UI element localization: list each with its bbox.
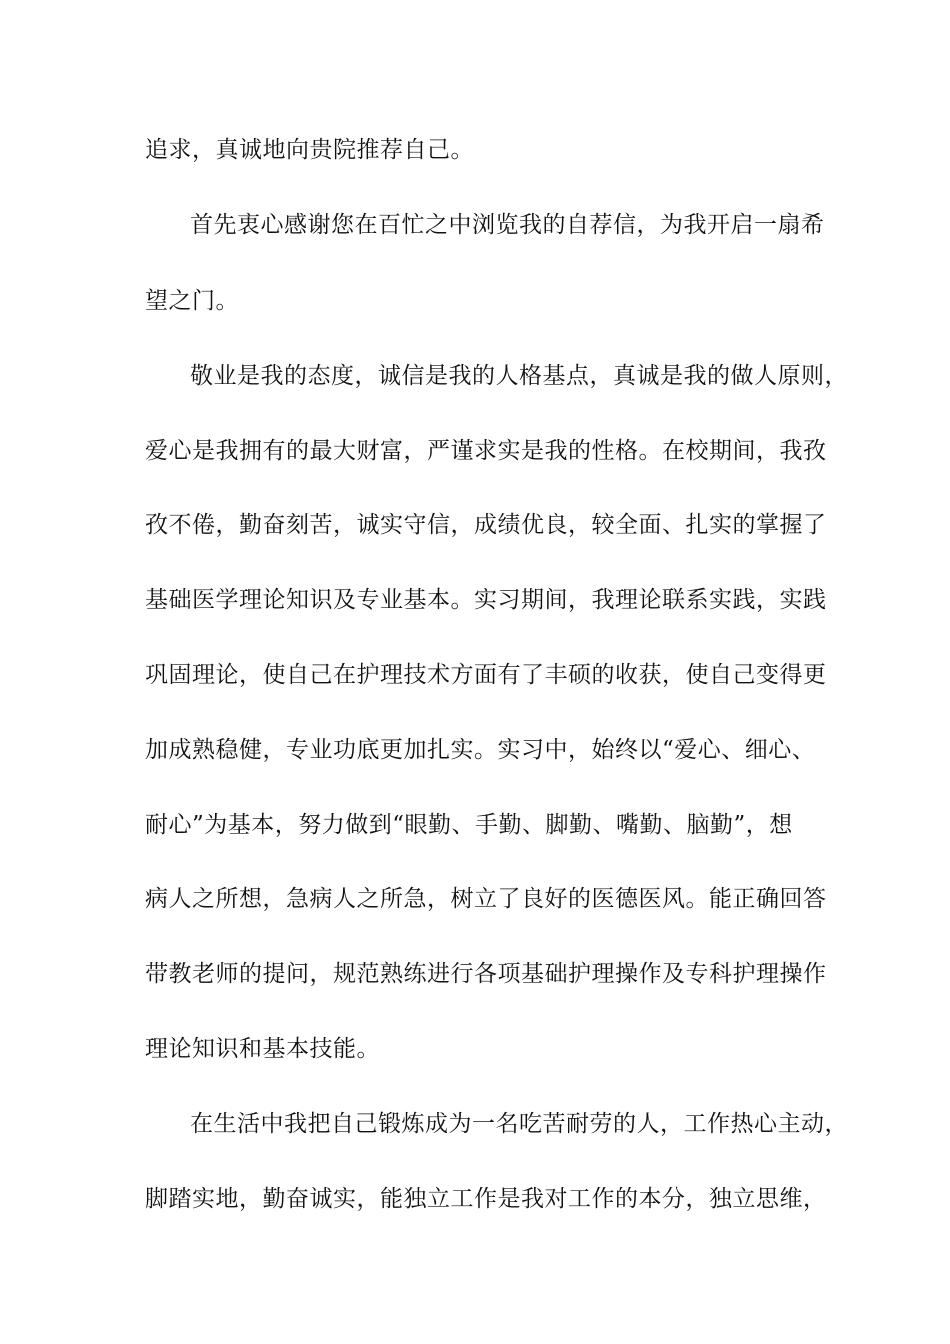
paragraph-start-line: 敬业是我的态度，诚信是我的人格基点，真诚是我的做人原则， xyxy=(190,363,848,389)
text-line: 爱心是我拥有的最大财富，严谨求实是我的性格。在校期间，我孜 xyxy=(145,438,827,464)
text-line: 追求，真诚地向贵院推荐自己。 xyxy=(145,137,474,163)
text-line: 巩固理论，使自己在护理技术方面有了丰硕的收获，使自己变得更 xyxy=(145,662,827,688)
text-line: 理论知识和基本技能。 xyxy=(145,1036,380,1062)
text-line: 望之门。 xyxy=(145,288,239,314)
text-line: 耐心”为基本，努力做到“眼勤、手勤、脚勤、嘴勤、脑勤”，想 xyxy=(145,812,793,838)
text-line: 病人之所想，急病人之所急，树立了良好的医德医风。能正确回答 xyxy=(145,886,827,912)
paragraph-start-line: 在生活中我把自己锻炼成为一名吃苦耐劳的人，工作热心主动， xyxy=(190,1111,848,1137)
text-line: 基础医学理论知识及专业基本。实习期间，我理论联系实践，实践 xyxy=(145,587,827,613)
text-line: 孜不倦，勤奋刻苦，诚实守信，成绩优良，较全面、扎实的掌握了 xyxy=(145,512,827,538)
text-line: 脚踏实地，勤奋诚实，能独立工作是我对工作的本分，独立思维， xyxy=(145,1186,827,1212)
paragraph-start-line: 首先衷心感谢您在百忙之中浏览我的自荐信，为我开启一扇希 xyxy=(190,212,825,238)
text-line: 加成熟稳健，专业功底更加扎实。实习中，始终以“爱心、细心、 xyxy=(145,737,816,763)
text-line: 带教老师的提问，规范熟练进行各项基础护理操作及专科护理操作 xyxy=(145,961,827,987)
